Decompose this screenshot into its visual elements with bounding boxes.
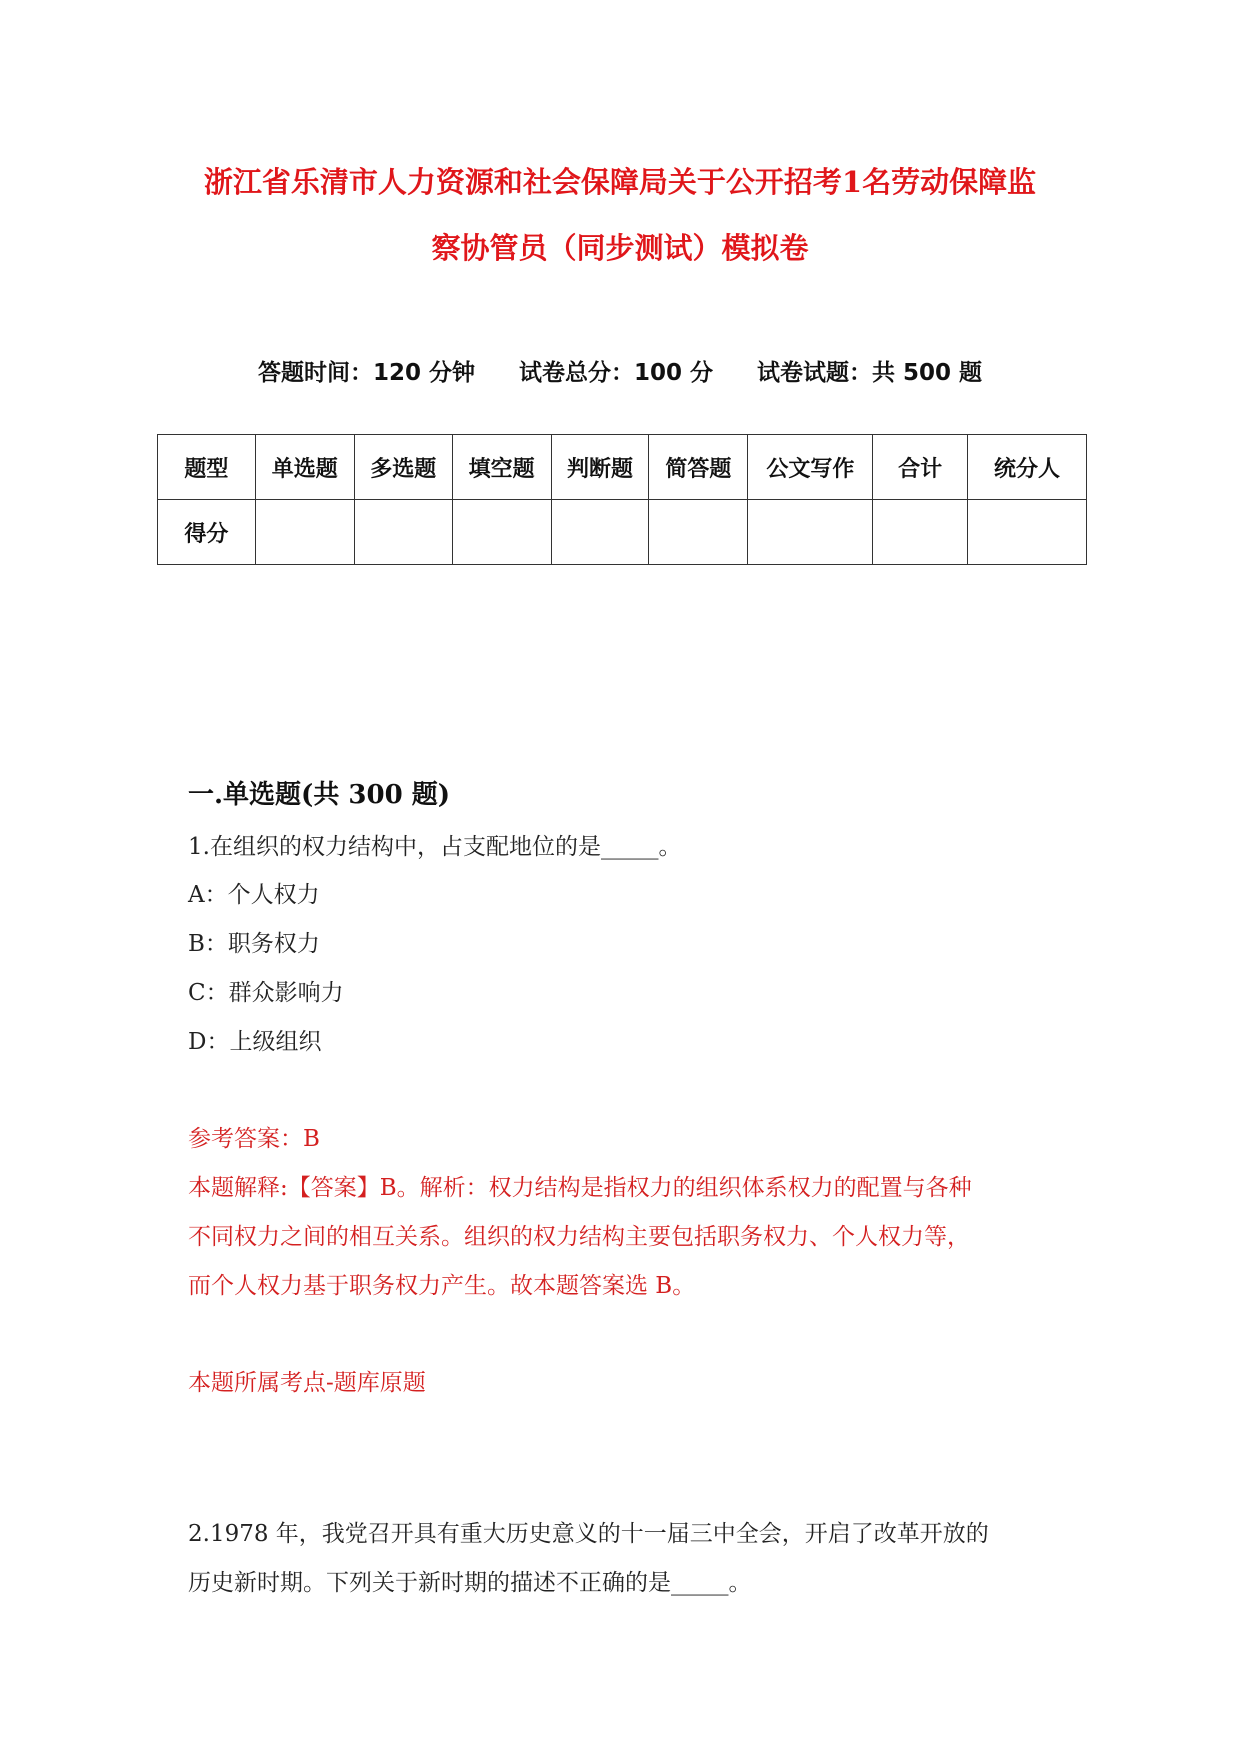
exam-info: [0, 358, 1240, 388]
exam-total-score: 试卷总分：100 分: [518, 360, 714, 386]
exam-question-count: 试卷试题：共 500 题: [757, 360, 983, 386]
header-cell-fill-blank: 填空题: [452, 435, 551, 500]
score-table-header-row: [158, 435, 1087, 500]
header-cell-document-writing: 公文写作: [748, 435, 873, 500]
header-cell-type: 题型: [158, 435, 256, 500]
question-1-stem: 1.在组织的权力结构中，占支配地位的是_____。: [188, 834, 682, 860]
question-1-answer: 参考答案：B: [188, 1126, 320, 1152]
header-cell-total: 合计: [873, 435, 968, 500]
section-title: 一.单选题(共 300 题): [188, 780, 451, 810]
header-cell-short-answer: 简答题: [649, 435, 748, 500]
score-cell: [452, 500, 551, 565]
question-2-stem-line-1: 2.1978 年，我党召开具有重大历史意义的十一届三中全会，开启了改革开放的: [188, 1521, 989, 1547]
question-1-explanation-line-3: 而个人权力基于职务权力产生。故本题答案选 B。: [188, 1273, 696, 1299]
score-cell: [649, 500, 748, 565]
exam-time: 答题时间：120 分钟: [257, 360, 475, 386]
score-cell: [968, 500, 1087, 565]
document-title-line-1: 浙江省乐清市人力资源和社会保障局关于公开招考1名劳动保障监: [203, 165, 1037, 199]
header-cell-single-choice: 单选题: [255, 435, 354, 500]
question-1-explanation-line-2: 不同权力之间的相互关系。组织的权力结构主要包括职务权力、个人权力等，: [188, 1224, 970, 1250]
header-cell-true-false: 判断题: [551, 435, 649, 500]
score-table-score-row: [158, 500, 1087, 565]
question-1-option-a: A：个人权力: [188, 882, 320, 908]
score-cell: [354, 500, 452, 565]
question-1-option-d: D：上级组织: [188, 1029, 322, 1055]
question-2-stem-line-2: 历史新时期。下列关于新时期的描述不正确的是_____。: [188, 1570, 752, 1596]
header-cell-multi-choice: 多选题: [354, 435, 452, 500]
score-row-label: 得分: [158, 500, 256, 565]
document-title-line-2: 察协管员（同步测试）模拟卷: [431, 231, 809, 265]
question-1-source: 本题所属考点-题库原题: [188, 1370, 426, 1396]
score-cell: [551, 500, 649, 565]
score-cell: [873, 500, 968, 565]
header-cell-scorer: 统分人: [968, 435, 1087, 500]
score-table: [157, 434, 1087, 565]
question-1-explanation-line-1: 本题解释:【答案】B。解析：权力结构是指权力的组织体系权力的配置与各种: [188, 1175, 972, 1201]
question-1-option-c: C：群众影响力: [188, 980, 344, 1006]
score-cell: [255, 500, 354, 565]
question-1-option-b: B：职务权力: [188, 931, 320, 957]
score-cell: [748, 500, 873, 565]
